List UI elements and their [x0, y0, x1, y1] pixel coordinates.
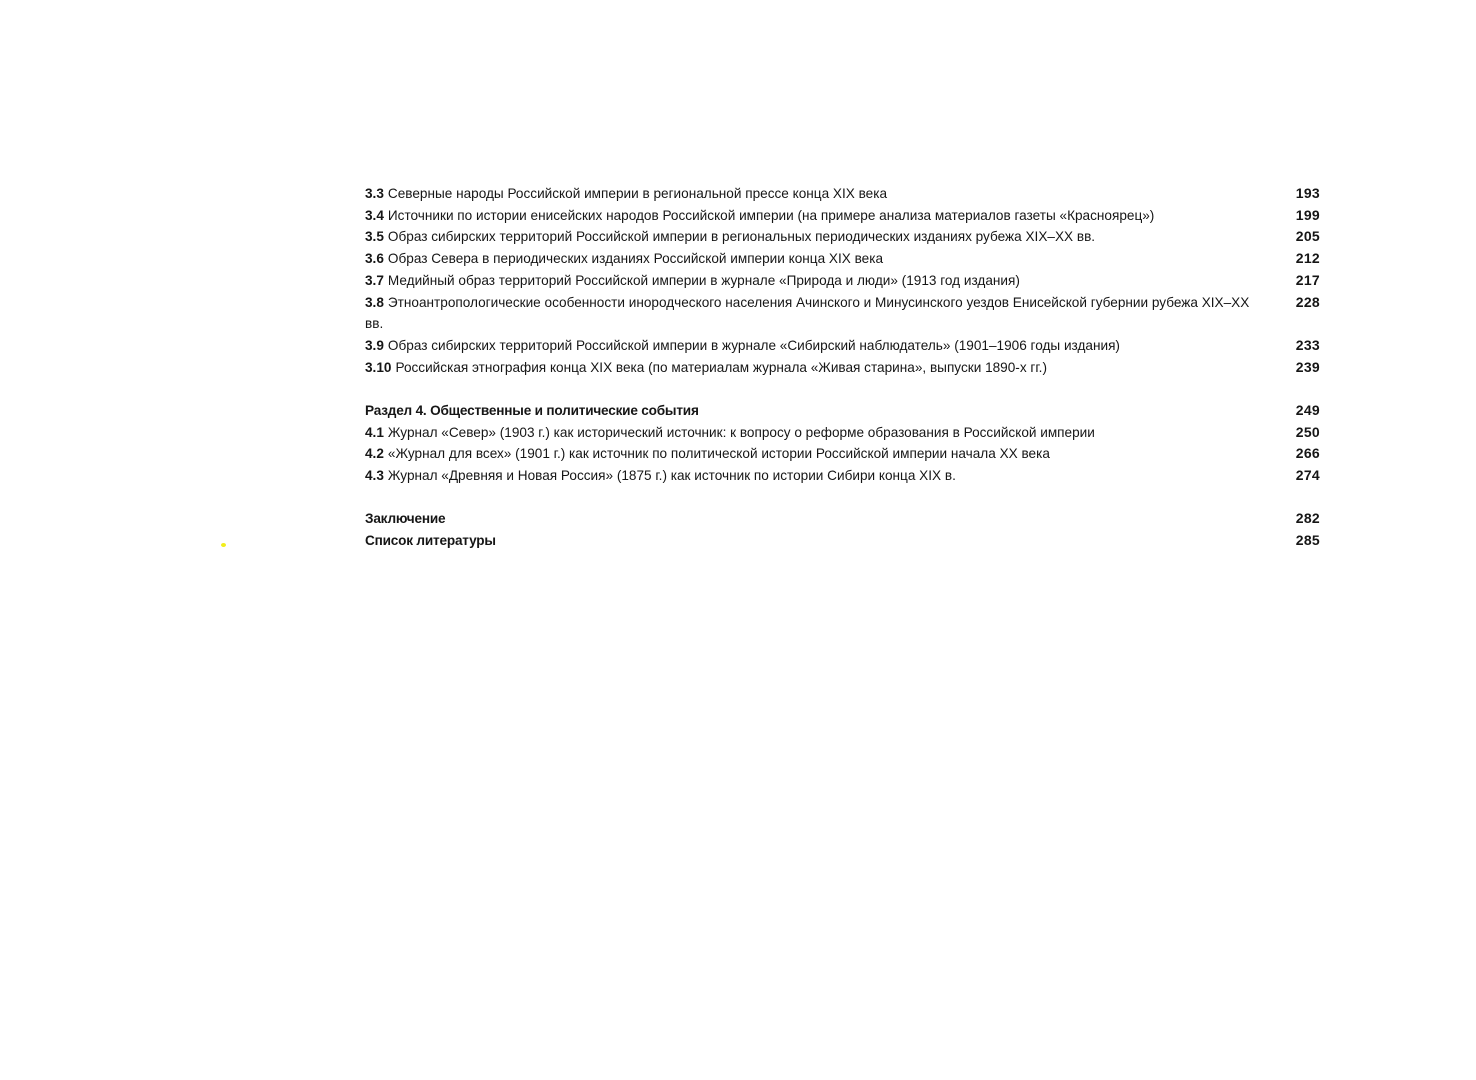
entry-title: Северные народы Российской империи в региональной прессе конца XIX века [387, 186, 888, 201]
entry-number: 3.7 [365, 272, 384, 288]
entry-number: 3.3 [365, 186, 384, 201]
entry-title: Медийный образ территорий Российской империи в журнале «Природа и люди» (1913 год издания) [387, 272, 1020, 288]
table-of-contents [365, 183, 1320, 552]
toc-entry-3-9[interactable] [365, 335, 1320, 357]
toc-section-4-heading[interactable] [365, 400, 1320, 422]
entry-title: Российская этнография конца XIX века (по материалам журнала «Живая старина», выпуски 1890-х гг.) [395, 359, 1047, 375]
toc-entry-3-7[interactable] [365, 270, 1320, 292]
entry-title: Этноантропологические особенности инородческого населения Ачинского и Минусинского уездов Енисейской губернии рубежа XIX–XX вв. [365, 294, 1250, 332]
entry-number: 3.9 [365, 337, 384, 353]
toc-entry-3-5[interactable] [365, 226, 1320, 248]
section-title: Заключение [365, 511, 446, 527]
entry-number: 4.3 [365, 467, 384, 483]
entry-page-number: 249 [1295, 401, 1320, 418]
entry-number: 4.2 [365, 446, 384, 462]
entry-title: Источники по истории енисейских народов Российской империи (на примере анализа материалов газеты «Красноярец») [387, 207, 1155, 223]
entry-page-number: 239 [1295, 358, 1320, 375]
entry-number: 3.6 [365, 251, 384, 267]
section-spacer [365, 378, 1320, 400]
toc-entry-3-10[interactable] [365, 357, 1320, 379]
entry-number: 4.1 [365, 424, 384, 440]
toc-bibliography[interactable] [365, 530, 1320, 552]
entry-title: Образ сибирских территорий Российской империи в региональных периодических изданиях рубежа XIX–XX вв. [387, 229, 1096, 245]
entry-number: 3.4 [365, 207, 384, 223]
entry-title: Образ сибирских территорий Российской империи в журнале «Сибирский наблюдатель» (1901–1906 годы издания) [387, 337, 1120, 353]
entry-page-number: 217 [1295, 271, 1320, 288]
entry-title: Журнал «Древняя и Новая Россия» (1875 г.) как источник по истории Сибири конца XIX в. [387, 467, 956, 483]
section-spacer [365, 487, 1320, 509]
toc-entry-4-1[interactable] [365, 422, 1320, 444]
section-title: Раздел 4. Общественные и политические события [365, 402, 699, 418]
entry-page-number: 250 [1295, 423, 1320, 440]
entry-page-number: 233 [1295, 336, 1320, 353]
toc-entry-3-6[interactable] [365, 248, 1320, 270]
entry-page-number: 282 [1295, 510, 1320, 527]
entry-title: Образ Севера в периодических изданиях Российской империи конца XIX века [387, 251, 884, 267]
toc-entry-3-8[interactable] [365, 292, 1320, 335]
entry-page-number: 266 [1295, 445, 1320, 462]
entry-page-number: 274 [1295, 466, 1320, 483]
section-title: Список литературы [365, 532, 496, 548]
toc-entry-4-2[interactable] [365, 443, 1320, 465]
entry-number: 3.8 [365, 294, 384, 310]
toc-conclusion[interactable] [365, 508, 1320, 530]
entry-page-number: 228 [1295, 293, 1320, 310]
entry-page-number: 285 [1295, 531, 1320, 548]
entry-title: «Журнал для всех» (1901 г.) как источник по политической истории Российской империи начала XX века [387, 446, 1050, 462]
entry-page-number: 205 [1295, 228, 1320, 245]
entry-page-number: 212 [1295, 250, 1320, 267]
entry-title: Журнал «Север» (1903 г.) как исторический источник: к вопросу о реформе образования в Российской империи [387, 424, 1095, 440]
entry-number: 3.10 [365, 359, 392, 375]
scan-speck [221, 543, 226, 547]
entry-number: 3.5 [365, 229, 384, 245]
toc-entry-4-3[interactable] [365, 465, 1320, 487]
entry-page-number: 199 [1295, 206, 1320, 223]
toc-entry-3-4[interactable] [365, 205, 1320, 227]
toc-entry-3-3[interactable] [365, 183, 1320, 205]
entry-page-number: 193 [1295, 185, 1320, 201]
